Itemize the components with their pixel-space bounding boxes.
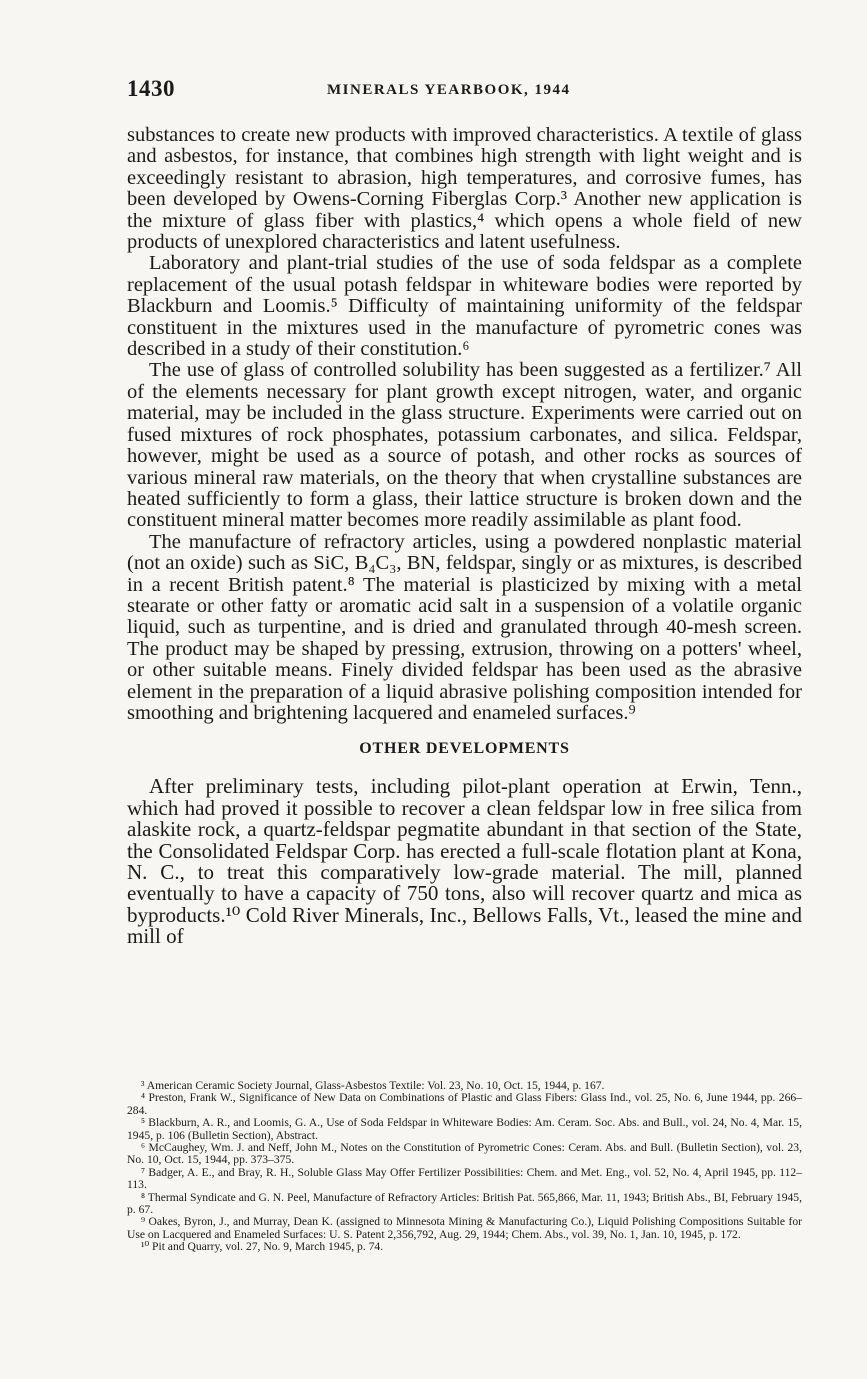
footnote-5: ⁵ Blackburn, A. R., and Loomis, G. A., Use of Soda Feldspar in Whiteware Bodies: Am. Ceram. Soc. Abs. and Bull., vol. 24, No. 4, Mar. 15, 1945, p. 106 (Bulletin Section), Abstract. <box>127 1116 802 1142</box>
running-title: MINERALS YEARBOOK, 1944 <box>327 82 571 98</box>
page-header <box>127 76 802 106</box>
page-number: 1430 <box>127 76 175 101</box>
paragraph-4: The manufacture of refractory articles, using a powdered nonplastic material (not an oxide) such as SiC, B₄C₃, BN, feldspar, singly or as mixtures, is described in a recent British patent.⁸ The material is plasticized by mixing with a metal stearate or other fatty or aromatic acid salt in a suspension of a volatile organic liquid, such as turpentine, and is dried and granulated through 40-mesh screen. The product may be shaped by pressing, extrusion, throwing on a potters' wheel, or other suitable means. Finely divided feldspar has been used as the abrasive element in the preparation of a liquid abrasive polishing composition intended for smoothing and brightening lacquered and enameled surfaces.⁹ <box>127 530 802 724</box>
footnote-4: ⁴ Preston, Frank W., Significance of New Data on Combinations of Plastic and Glass Fibers: Glass Ind., vol. 25, No. 6, June 1944, pp. 266–284. <box>127 1091 802 1117</box>
footnote-7: ⁷ Badger, A. E., and Bray, R. H., Soluble Glass May Offer Fertilizer Possibilities: Chem. and Met. Eng., vol. 52, No. 4, April 1945, pp. 112–113. <box>127 1165 802 1192</box>
footnote-9: ⁹ Oakes, Byron, J., and Murray, Dean K. (assigned to Minnesota Mining & Manufacturing Co.), Liquid Polishing Compositions Suitable for Use on Lacquered and Enameled Surfaces: U. S. Patent 2,356,792, Aug. 29, 1944; Chem. Abs., vol. 39, No. 1, Jan. 10, 1945, p. 172. <box>127 1215 802 1241</box>
footnote-8: ⁸ Thermal Syndicate and G. N. Peel, Manufacture of Refractory Articles: British Pat. 565,866, Mar. 11, 1943; British Abs., BI, February 1945, p. 67. <box>127 1190 802 1217</box>
footnote-6: ⁶ McCaughey, Wm. J. and Neff, John M., Notes on the Constitution of Pyrometric Cones: Ceram. Abs. and Bull. (Bulletin Section), vol. 23, No. 10, Oct. 15, 1944, pp. 373–375. <box>127 1141 802 1167</box>
section-heading: OTHER DEVELOPMENTS <box>359 740 570 758</box>
footnote-10: ¹⁰ Pit and Quarry, vol. 27, No. 9, March 1945, p. 74. <box>141 1240 384 1254</box>
body-text <box>127 125 802 948</box>
paragraph-2: Laboratory and plant-trial studies of the use of soda feldspar as a complete replacement of the usual potash feldspar in whiteware bodies were reported by Blackburn and Loomis.⁵ Difficulty of maintaining uniformity of the feldspar constituent in the mixtures used in the manufacture of pyrometric cones was described in a study of their constitution.⁶ <box>127 252 802 361</box>
footnotes <box>127 1080 802 1254</box>
paragraph-3: The use of glass of controlled solubility has been suggested as a fertilizer.⁷ All of the elements necessary for plant growth except nitrogen, water, and organic material, may be included in the glass structure. Experiments were carried out on fused mixtures of rock phosphates, potassium carbonates, and silica. Feldspar, however, might be used as a source of potash, and other rocks as sources of various mineral raw materials, on the theory that when crystalline substances are heated sufficiently to form a glass, their lattice structure is broken down and the constituent mineral matter becomes more readily assimilable as plant food. <box>127 359 802 532</box>
footnote-3: ³ American Ceramic Society Journal, Glass-Asbestos Textile: Vol. 23, No. 10, Oct. 15, 1944, p. 167. <box>141 1079 605 1092</box>
section-paragraph: After preliminary tests, including pilot-plant operation at Erwin, Tenn., which had proved it possible to recover a clean feldspar low in free silica from alaskite rock, a quartz-feldspar pegmatite abundant in that section of the State, the Consolidated Feldspar Corp. has erected a full-scale flotation plant at Kona, N. C., to treat this comparatively low-grade material. The mill, planned eventually to have a capacity of 750 tons, also will recover quartz and mica as byproducts.¹⁰ Cold River Minerals, Inc., Bellows Falls, Vt., leased the mine and mill of <box>127 774 802 949</box>
paragraph-1: substances to create new products with improved characteristics. A textile of glass and asbestos, for instance, that combines high strength with light weight and is exceedingly resistant to abrasion, high temperatures, and corrosive fumes, has been developed by Owens-Corning Fiberglas Corp.³ Another new application is the mixture of glass fiber with plastics,⁴ which opens a whole field of new products of unexplored characteristics and latent usefulness. <box>127 124 802 254</box>
